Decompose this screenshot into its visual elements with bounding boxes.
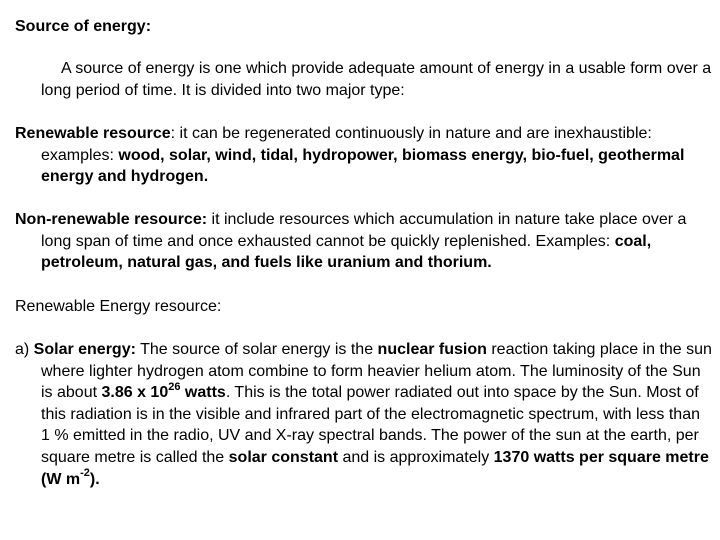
- solar-text-2: reaction taking place in the sun where lighter hydrogen atom combine to form heavier helium atom. The luminosity of the Sun is about: [41, 341, 712, 402]
- luminosity-unit: watts: [180, 384, 226, 402]
- nonrenewable-paragraph: [15, 209, 712, 274]
- renewable-term: Renewable resource: [15, 125, 171, 142]
- renewable-text: : it can be regenerated continuously in nature and are inexhaustible: examples:: [41, 125, 652, 164]
- nonrenewable-term: Non-renewable resource:: [15, 211, 208, 228]
- solar-prefix: a): [15, 341, 34, 358]
- solar-term: Solar energy:: [33, 341, 136, 358]
- solar-paragraph: [15, 339, 712, 490]
- renewable-paragraph: [15, 123, 712, 188]
- renewable-examples: wood, solar, wind, tidal, hydropower, biomass energy, bio-fuel, geothermal energy and hydrogen.: [41, 146, 685, 186]
- solar-text-4: and is approximately: [338, 448, 494, 466]
- solar-text-1: The source of solar energy is the: [135, 341, 378, 358]
- luminosity-exponent: 26: [168, 380, 181, 393]
- solar-text-3: . This is the total power radiated out into space by the Sun. Most of this radiation is in the visible and infrared part of the electromagnetic spectrum, with less than 1 % emitted in the radio, UV and X-ray spectral bands. The power of the sun at the earth, per square metre is called the: [41, 384, 700, 466]
- solar-nuclear-fusion: nuclear fusion: [377, 341, 487, 358]
- heading-text: Source of energy:: [15, 18, 152, 35]
- intro-paragraph: [41, 58, 712, 101]
- renewable-energy-heading: [15, 296, 712, 318]
- document-heading: [15, 16, 712, 38]
- nonrenewable-examples: coal, petroleum, natural gas, and fuels like uranium and thorium.: [41, 232, 652, 272]
- solar-constant-end: ).: [89, 470, 100, 488]
- solar-constant-term: solar constant: [228, 448, 339, 466]
- solar-constant-exponent: -2: [80, 467, 90, 480]
- luminosity-value: 3.86 x 10: [101, 384, 169, 402]
- intro-text: A source of energy is one which provide adequate amount of energy in a usable form over a long period of time. It is divided into two major type:: [41, 60, 712, 99]
- solar-constant-number: 1370 watts per square metre (W m: [41, 448, 709, 488]
- nonrenewable-text: it include resources which accumulation in nature take place over a long span of time and once exhausted cannot be quickly replenished. Examples:: [41, 211, 687, 250]
- renewable-energy-heading-text: Renewable Energy resource:: [15, 298, 222, 315]
- solar-luminosity: [101, 380, 226, 402]
